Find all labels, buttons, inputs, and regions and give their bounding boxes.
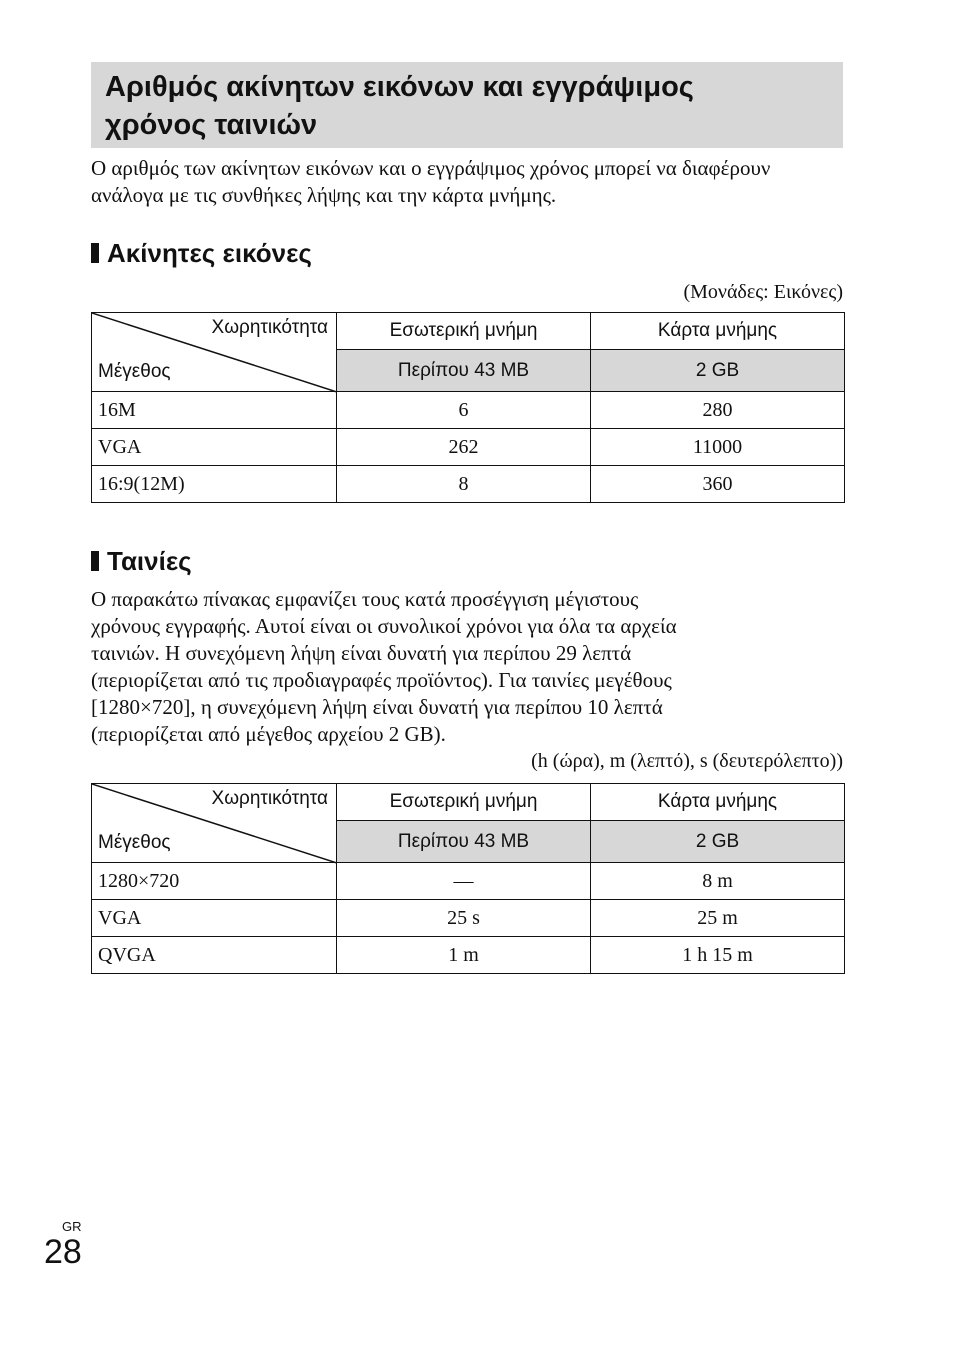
movies-paragraph-line: (περιορίζεται από τις προδιαγραφές προϊόντος). Για ταινίες μεγέθους xyxy=(91,668,672,692)
table-row xyxy=(92,937,845,974)
row-internal: 25 s xyxy=(337,900,591,937)
row-internal: 8 xyxy=(337,466,591,503)
still-header-card: Κάρτα μνήμης xyxy=(591,313,845,350)
table-row xyxy=(92,900,845,937)
row-size: 1280×720 xyxy=(92,863,337,900)
page-number: 28 xyxy=(44,1233,82,1271)
movies-unit-note: (h (ώρα), m (λεπτό), s (δευτερόλεπτο)) xyxy=(531,750,843,772)
row-card: 11000 xyxy=(591,429,845,466)
movies-header-internal: Εσωτερική μνήμη xyxy=(337,784,591,821)
movies-heading-text: Ταινίες xyxy=(107,546,192,576)
row-size: QVGA xyxy=(92,937,337,974)
page-title-line1: Αριθμός ακίνητων εικόνων και εγγράψιμος xyxy=(105,71,694,103)
movies-header-diagonal-cell xyxy=(92,784,337,863)
page-title xyxy=(105,68,829,144)
movies-paragraph-line: (περιορίζεται από μέγεθος αρχείου 2 GB). xyxy=(91,722,446,746)
still-images-table xyxy=(91,312,845,503)
still-header-internal: Εσωτερική μνήμη xyxy=(337,313,591,350)
table-row xyxy=(92,429,845,466)
movies-paragraph-line: [1280×720], η συνεχόμενη λήψη είναι δυνατή για περίπου 10 λεπτά xyxy=(91,695,663,719)
still-header-internal-sub: Περίπου 43 MB xyxy=(337,350,591,392)
row-size: 16:9(12M) xyxy=(92,466,337,503)
still-header-diagonal-cell xyxy=(92,313,337,392)
still-header-capacity: Χωρητικότητα xyxy=(211,317,328,338)
movies-paragraph-line: χρόνους εγγραφής. Αυτοί είναι οι συνολικοί χρόνοι για όλα τα αρχεία xyxy=(91,614,677,638)
row-card: 280 xyxy=(591,392,845,429)
still-images-heading xyxy=(91,238,312,268)
row-card: 8 m xyxy=(591,863,845,900)
movies-header-internal-sub: Περίπου 43 MB xyxy=(337,821,591,863)
row-size: 16M xyxy=(92,392,337,429)
row-size: VGA xyxy=(92,429,337,466)
movies-paragraph-line: ταινιών. Η συνεχόμενη λήψη είναι δυνατή για περίπου 29 λεπτά xyxy=(91,641,632,665)
intro-paragraph: Ο αριθμός των ακίνητων εικόνων και ο εγγράψιμος χρόνος μπορεί να διαφέρουν ανάλογα με τις συνθήκες λήψης και την κάρτα μνήμης. xyxy=(91,156,771,207)
page-title-line2: χρόνος ταινιών xyxy=(105,109,318,141)
movies-paragraph xyxy=(91,586,843,748)
row-card: 360 xyxy=(591,466,845,503)
section-marker-icon xyxy=(91,243,99,263)
row-card: 25 m xyxy=(591,900,845,937)
still-header-size: Μέγεθος xyxy=(98,361,171,382)
row-card: 1 h 15 m xyxy=(591,937,845,974)
section-marker-icon xyxy=(91,551,99,571)
movies-header-card-sub: 2 GB xyxy=(591,821,845,863)
movies-header-size: Μέγεθος xyxy=(98,832,171,853)
footer-language-code: GR xyxy=(62,1219,82,1234)
table-row xyxy=(92,466,845,503)
row-internal: 6 xyxy=(337,392,591,429)
movies-header-card: Κάρτα μνήμης xyxy=(591,784,845,821)
movies-header-capacity: Χωρητικότητα xyxy=(211,788,328,809)
still-images-heading-text: Ακίνητες εικόνες xyxy=(107,238,312,268)
movies-table xyxy=(91,783,845,974)
still-unit-note: (Μονάδες: Εικόνες) xyxy=(683,281,843,303)
row-internal: 262 xyxy=(337,429,591,466)
movies-paragraph-line: Ο παρακάτω πίνακας εμφανίζει τους κατά προσέγγιση μέγιστους xyxy=(91,587,639,611)
still-header-card-sub: 2 GB xyxy=(591,350,845,392)
movies-heading xyxy=(91,546,192,576)
row-size: VGA xyxy=(92,900,337,937)
table-row xyxy=(92,863,845,900)
title-box xyxy=(91,62,843,148)
row-internal: — xyxy=(337,863,591,900)
row-internal: 1 m xyxy=(337,937,591,974)
table-row xyxy=(92,392,845,429)
